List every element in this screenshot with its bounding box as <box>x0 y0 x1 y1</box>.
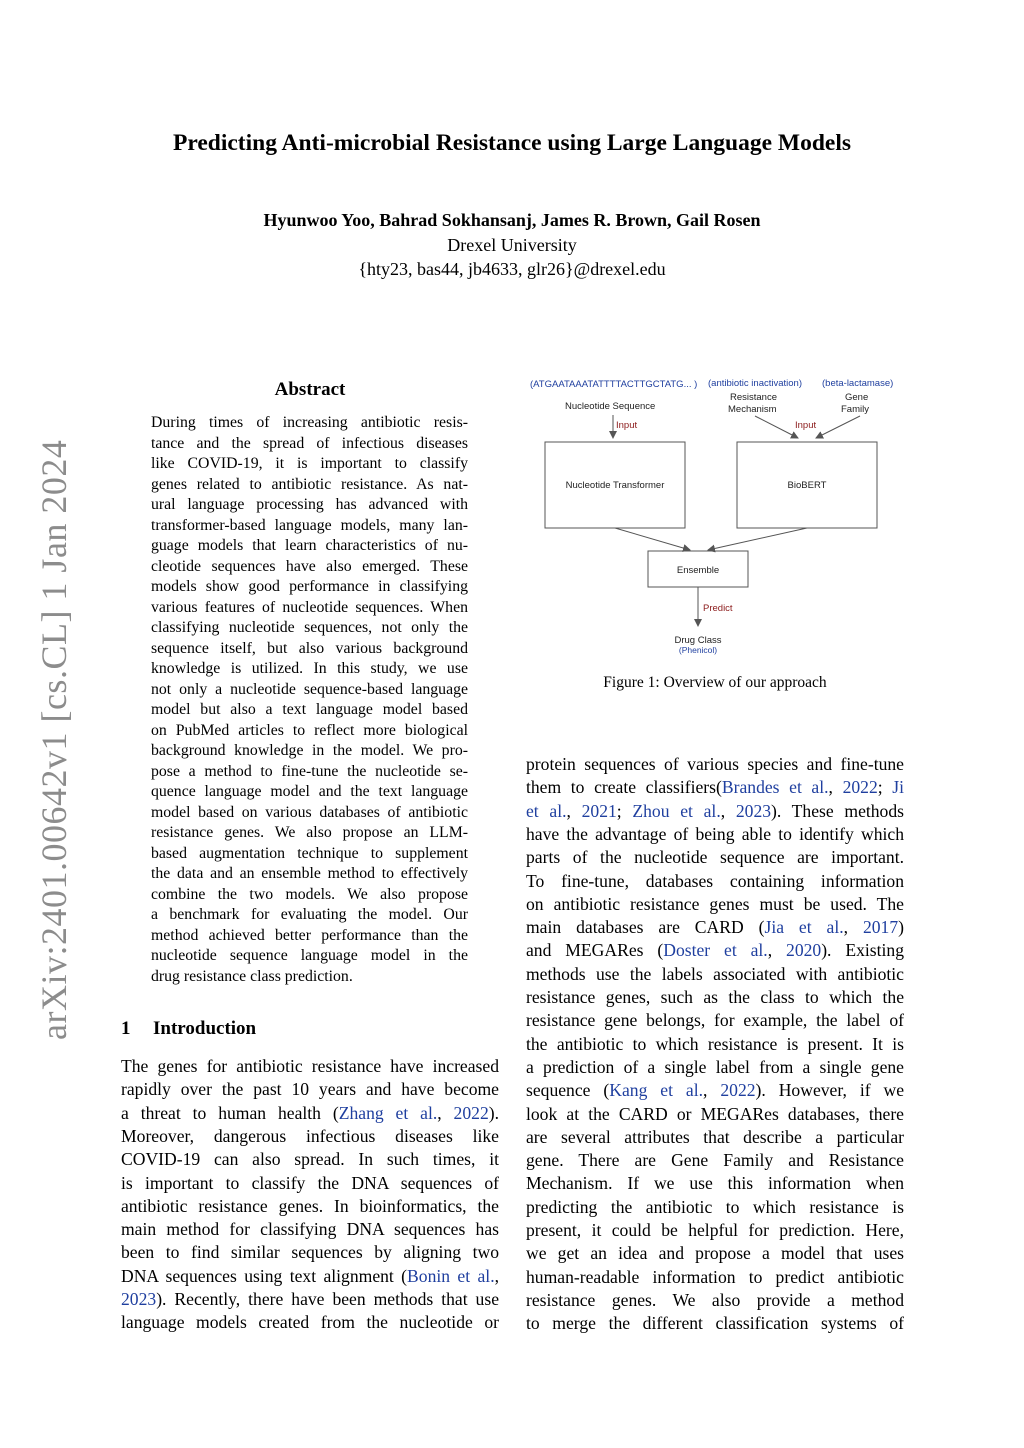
abstract-line: not only a nucleotide sequence-based language <box>151 680 468 698</box>
body-line <box>526 776 904 799</box>
body-line <box>526 1172 904 1195</box>
abstract-line: drug resistance class prediction. <box>151 967 353 985</box>
abstract-line: various features of nucleotide sequences. When <box>151 598 468 616</box>
body-line <box>121 1288 499 1311</box>
text-run: the antibiotic to which resistance is present. It is <box>526 1033 904 1054</box>
body-line <box>121 1241 499 1264</box>
text-run: ). These methods <box>771 800 904 821</box>
text-run: sequence ( <box>526 1080 610 1101</box>
abstract-line: pose a method to fine-tune the nucleotide se- <box>151 762 468 780</box>
text-run: The genes for antibiotic resistance have increased <box>121 1056 499 1076</box>
text-run: on antibiotic resistance genes must be used. The <box>526 893 904 914</box>
body-line <box>121 1195 499 1218</box>
text-run: , <box>720 800 736 821</box>
body-line <box>121 1218 499 1241</box>
abstract-line: genes related to antibiotic resistance. As nat- <box>151 475 468 493</box>
body-line <box>526 846 904 869</box>
body-line <box>121 1311 499 1334</box>
abstract-line: a benchmark for evaluating the model. Our <box>151 906 468 923</box>
text-run: Moreover, dangerous infectious diseases like <box>121 1125 499 1146</box>
introduction-heading <box>121 1018 256 1040</box>
text-run: DNA sequences using text alignment ( <box>121 1265 408 1286</box>
mech-label-1: Resistance <box>730 392 777 403</box>
body-line <box>121 1055 499 1078</box>
body-line <box>526 1126 904 1149</box>
citation-link[interactable]: Ji <box>892 777 904 798</box>
citation-link[interactable]: Zhou et al. <box>632 800 721 821</box>
text-run: main databases are CARD ( <box>526 917 765 938</box>
citation-link[interactable]: 2022 <box>842 777 878 798</box>
body-line <box>526 1196 904 1219</box>
text-run: , <box>566 800 582 821</box>
text-run: look at the CARD or MEGARes databases, there <box>526 1103 904 1124</box>
fam-example: (beta-lactamase) <box>822 378 894 389</box>
abstract-line: model based on various databases of antibiotic <box>151 803 468 821</box>
predict-label: Predict <box>703 603 733 614</box>
body-line <box>526 1009 904 1032</box>
body-line <box>526 1266 904 1289</box>
input-label-1: Input <box>616 420 638 431</box>
body-line <box>526 870 904 893</box>
abstract-line: knowledge is utilized. In this study, we use <box>151 660 468 677</box>
text-run: human-readable information to predict antibiotic <box>526 1266 904 1287</box>
text-run: main method for classifying DNA sequences has <box>121 1219 499 1240</box>
fam-label-1: Gene <box>845 392 869 403</box>
seq-label: Nucleotide Sequence <box>565 401 656 412</box>
arxiv-stamp: arXiv:2401.00642v1 [cs.CL] 1 Jan 2024 <box>34 439 74 1040</box>
nucleotide-transformer-label: Nucleotide Transformer <box>565 480 665 491</box>
text-run: gene. There are Gene Family and Resistance <box>526 1150 904 1171</box>
text-run: ). <box>488 1102 499 1123</box>
text-run: ). However, if we <box>755 1080 904 1101</box>
text-run: a prediction of a single label from a single gene <box>526 1056 904 1077</box>
text-run: present, it could be helpful for prediction. Here, <box>526 1220 904 1240</box>
body-line <box>526 1103 904 1126</box>
citation-link[interactable]: Kang et al. <box>609 1080 704 1101</box>
citation-link[interactable]: 2017 <box>862 917 899 938</box>
text-run: , <box>828 777 843 798</box>
text-run: resistance genes. We also provide a method <box>526 1289 904 1310</box>
citation-link[interactable]: Doster et al. <box>663 940 768 961</box>
text-run: a threat to human health ( <box>121 1102 339 1123</box>
text-run: to merge the different classification systems of <box>526 1313 904 1334</box>
paper-affiliation: Drexel University <box>447 235 577 255</box>
text-run: and MEGARes ( <box>526 940 664 961</box>
abstract-line: transformer-based language models, many lan- <box>151 516 468 534</box>
body-line <box>526 823 904 846</box>
abstract-line: model but also a text language model based <box>151 701 468 718</box>
text-run: protein sequences of various species and fine-tune <box>526 754 904 774</box>
body-line <box>526 1242 904 1265</box>
text-run: is important to classify the DNA sequences of <box>121 1172 499 1193</box>
text-run: methods use the labels associated with antibiotic <box>526 963 904 984</box>
biobert-label: BioBERT <box>787 480 827 491</box>
abstract-line: classifying nucleotide sequences, not only the <box>151 619 468 636</box>
ensemble-label: Ensemble <box>676 565 720 576</box>
text-run: COVID-19 can also spread. In such times, it <box>121 1149 499 1170</box>
text-run: we get an idea and propose a model that uses <box>526 1243 904 1264</box>
abstract-line: ural language processing has advanced with <box>151 496 468 513</box>
text-run: , <box>494 1265 499 1286</box>
paper-title: Predicting Anti-microbial Resistance using Large Language Models <box>172 130 851 156</box>
citation-link[interactable]: 2023 <box>121 1289 157 1309</box>
text-run: ) <box>898 917 904 938</box>
text-run: ). Existing <box>821 940 904 961</box>
citation-link[interactable]: 2021 <box>581 800 617 821</box>
output-label: Drug Class <box>674 635 722 646</box>
abstract-line: based augmentation technique to supplement <box>151 844 468 862</box>
citation-link[interactable]: Bonin et al. <box>407 1265 495 1286</box>
abstract-line: models show good performance in classifying <box>151 578 468 595</box>
body-line <box>526 963 904 986</box>
arrow-bio-to-ensemble <box>708 528 807 550</box>
abstract-line: method achieved better performance than the <box>151 926 468 944</box>
mech-example: (antibiotic inactivation) <box>708 378 802 389</box>
body-line <box>121 1265 499 1288</box>
abstract-heading: Abstract <box>274 379 346 400</box>
text-run: been to find similar sequences by aligning two <box>121 1242 499 1263</box>
citation-link[interactable]: Jia et al. <box>764 917 844 938</box>
body-line <box>121 1102 499 1125</box>
body-line <box>526 1033 904 1056</box>
abstract-line: like COVID-19, it is important to classify <box>151 455 468 472</box>
body-line <box>526 1056 904 1079</box>
output-example: (Phenicol) <box>678 645 718 655</box>
section-number: 1 <box>121 1018 131 1039</box>
paper-email: {hty23, bas44, jb4633, glr26}@drexel.edu <box>358 259 666 279</box>
citation-link[interactable]: 2020 <box>786 940 822 961</box>
citation-link[interactable]: Brandes et al. <box>721 777 829 798</box>
text-run: To fine-tune, databases containing information <box>526 870 904 891</box>
text-run: resistance gene belongs, for example, the label of <box>526 1010 904 1031</box>
abstract-line: During times of increasing antibiotic resis- <box>151 414 468 431</box>
text-run: , <box>767 940 787 961</box>
body-line <box>121 1148 499 1171</box>
body-line <box>526 753 904 776</box>
abstract-line: sequence itself, but also various background <box>151 639 468 657</box>
body-line <box>526 1079 904 1102</box>
text-run: them to create classifiers( <box>526 777 722 798</box>
text-run: parts of the nucleotide sequence are important. <box>526 847 904 868</box>
body-line <box>526 1149 904 1172</box>
abstract-line: tance and the spread of infectious diseases <box>151 434 468 452</box>
text-run: predicting the antibiotic to which resistance is <box>526 1196 904 1217</box>
body-line <box>121 1125 499 1148</box>
text-run: are several attributes that describe a particular <box>526 1126 904 1147</box>
text-run: ; <box>877 777 893 798</box>
body-line <box>526 1289 904 1312</box>
text-run: , <box>437 1102 454 1123</box>
abstract-line: resistance genes. We also propose an LLM- <box>151 824 468 841</box>
text-run: , <box>843 917 863 938</box>
arrow-mech-to-bio <box>755 416 798 438</box>
text-run: rapidly over the past 10 years and have become <box>121 1079 499 1100</box>
abstract-line: quence language model and the text language <box>151 783 468 800</box>
mech-label-2: Mechanism <box>728 404 777 415</box>
text-run: resistance genes, such as the class to which the <box>526 987 904 1007</box>
seq-example: (ATGAATAAATATTTTACTTGCTATG... ) <box>530 379 698 390</box>
citation-link[interactable]: et al. <box>526 800 567 821</box>
body-line <box>526 800 904 823</box>
body-line <box>526 1312 904 1335</box>
text-run: have the advantage of being able to identify which <box>526 823 904 844</box>
arrow-fam-to-bio <box>816 416 860 438</box>
body-line <box>526 939 904 962</box>
body-line <box>526 1219 904 1242</box>
abstract-line: nucleotide sequence language model in the <box>151 947 468 964</box>
abstract-line: guage models that learn characteristics of nu- <box>151 537 468 554</box>
abstract-line: combine the two models. We also propose <box>151 885 468 903</box>
text-run: antibiotic resistance genes. In bioinformatics, the <box>121 1195 499 1216</box>
fam-label-2: Family <box>841 404 869 415</box>
abstract-line: the data and an ensemble method to effectively <box>151 865 468 882</box>
text-run: Mechanism. If we use this information when <box>526 1173 904 1194</box>
figure-caption: Figure 1: Overview of our approach <box>603 674 827 691</box>
text-run: language models created from the nucleotide or <box>121 1312 499 1333</box>
abstract-line: background knowledge in the model. We pro- <box>151 742 468 759</box>
input-label-2: Input <box>795 420 817 431</box>
citation-link[interactable]: 2023 <box>735 800 772 821</box>
text-run: ). Recently, there have been methods that use <box>156 1289 499 1309</box>
body-line <box>526 893 904 916</box>
body-line <box>121 1078 499 1101</box>
citation-link[interactable]: Zhang et al. <box>338 1102 438 1123</box>
paper-authors: Hyunwoo Yoo, Bahrad Sokhansanj, James R. Brown, Gail Rosen <box>263 210 761 230</box>
body-line <box>526 916 904 939</box>
abstract-line: cleotide sequences have also emerged. These <box>151 557 468 575</box>
abstract-line: on PubMed articles to reflect more biological <box>151 721 468 739</box>
section-title: Introduction <box>153 1018 257 1039</box>
body-line <box>526 986 904 1009</box>
arrow-nt-to-ensemble <box>615 528 690 550</box>
text-run: ; <box>616 800 633 821</box>
text-run: , <box>703 1080 721 1101</box>
body-line <box>121 1172 499 1195</box>
citation-link[interactable]: 2022 <box>453 1102 489 1123</box>
figure-1-diagram <box>520 370 910 670</box>
citation-link[interactable]: 2022 <box>720 1080 756 1101</box>
